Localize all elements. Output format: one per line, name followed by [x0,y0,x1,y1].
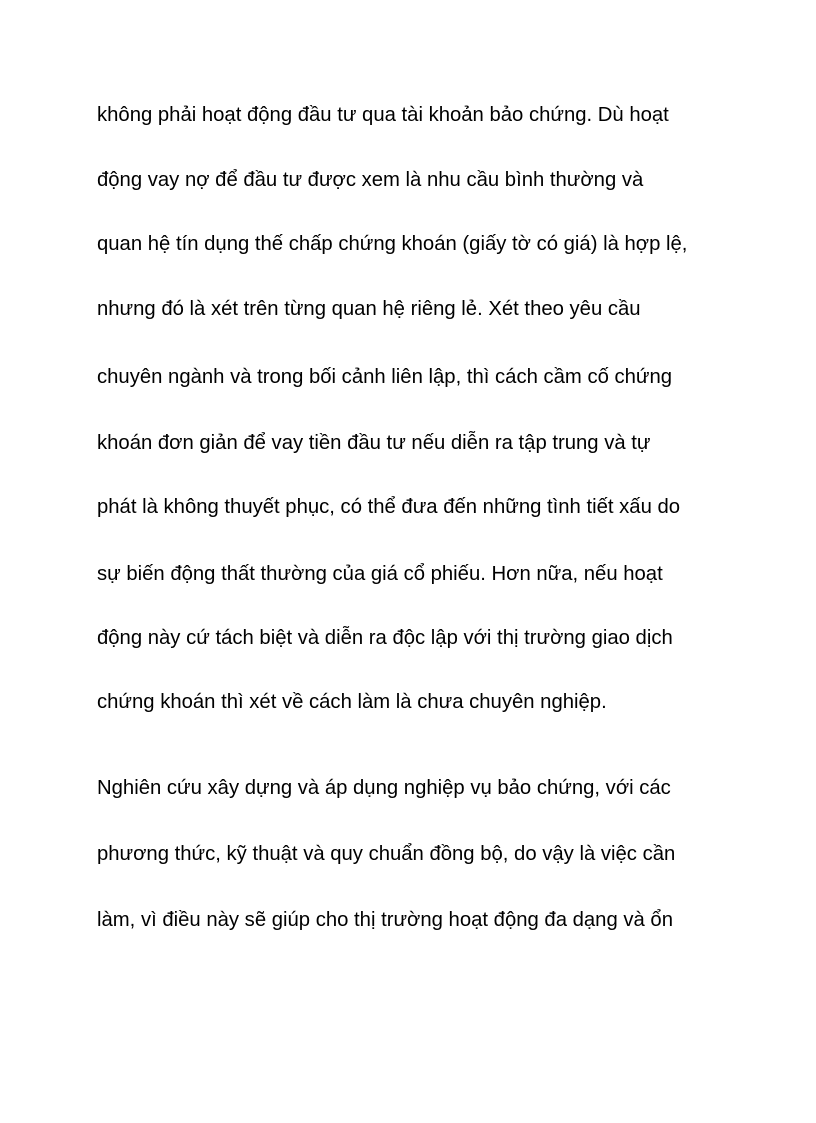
text-line: động này cứ tách biệt và diễn ra độc lập với thị trường giao dịch [97,627,673,649]
text-line: quan hệ tín dụng thế chấp chứng khoán (giấy tờ có giá) là hợp lệ, [97,233,688,255]
text-line: Nghiên cứu xây dựng và áp dụng nghiệp vụ bảo chứng, với các [97,777,671,799]
text-line: không phải hoạt động đầu tư qua tài khoản bảo chứng. Dù hoạt [97,104,669,126]
text-line: nhưng đó là xét trên từng quan hệ riêng lẻ. Xét theo yêu cầu [97,298,641,320]
text-line: động vay nợ để đầu tư được xem là nhu cầu bình thường và [97,169,644,191]
text-line: phương thức, kỹ thuật và quy chuẩn đồng bộ, do vậy là việc cần [97,843,676,865]
text-line: chuyên ngành và trong bối cảnh liên lập, thì cách cầm cố chứng [97,366,673,388]
text-line: chứng khoán thì xét về cách làm là chưa chuyên nghiệp. [97,691,607,713]
text-line: khoán đơn giản để vay tiền đầu tư nếu diễn ra tập trung và tự [97,432,651,454]
text-line: làm, vì điều này sẽ giúp cho thị trường hoạt động đa dạng và ổn [97,909,673,931]
text-line: phát là không thuyết phục, có thể đưa đến những tình tiết xấu do [97,496,681,518]
text-line: sự biến động thất thường của giá cổ phiếu. Hơn nữa, nếu hoạt [97,563,663,585]
